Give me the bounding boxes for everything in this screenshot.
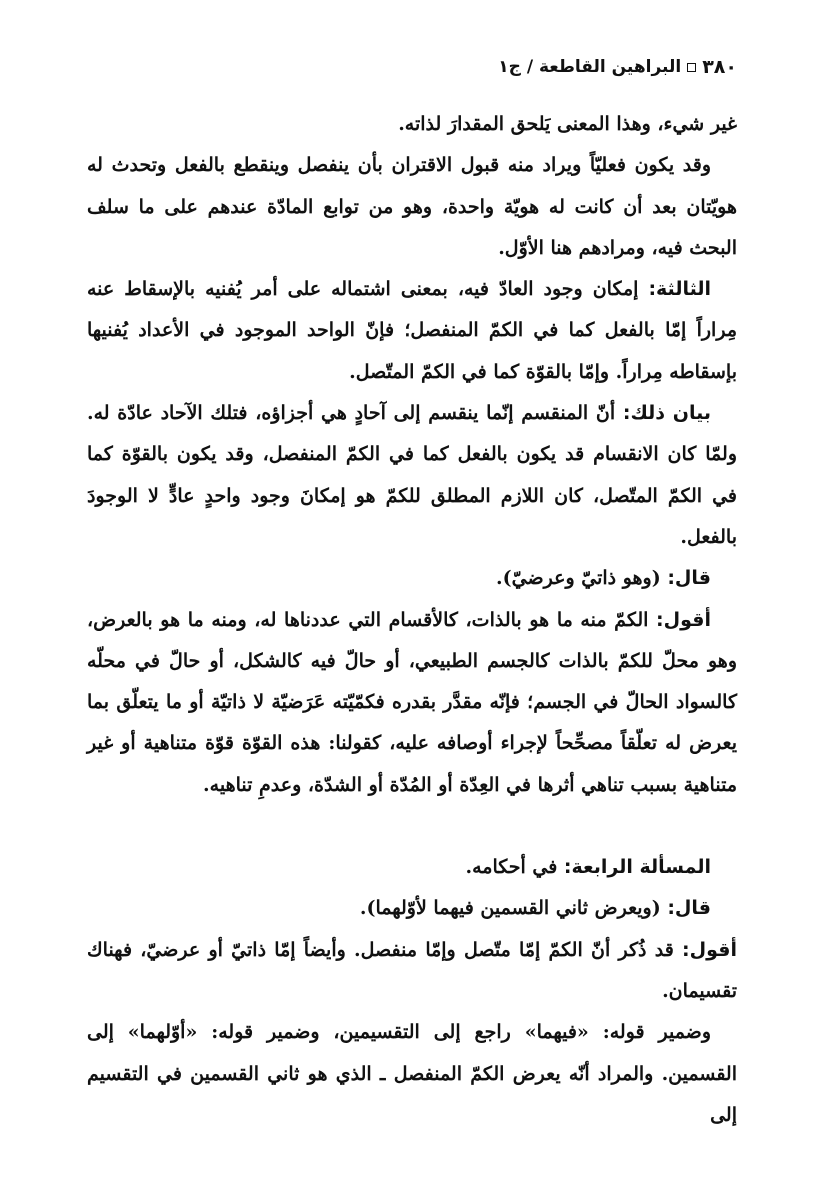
paragraph-text: (ويعرض ثاني القسمين فيهما لأوّلهما). <box>359 897 668 920</box>
paragraph-text: وقد يكون فعليّاً ويراد منه قبول الاقتران بأن ينفصل وينقطع بالفعل وتحدث له هويّتان بعد أن كانت له هويّة واحدة، وهو من توابع المادّة عندهم على ما سلف البحث فيه، ومرادهم هنا الأوّل. <box>87 154 737 259</box>
paragraph <box>87 104 737 145</box>
section-heading-lead: المسألة الرابعة: <box>563 856 711 879</box>
paragraph-text: إمكان وجود العادّ فيه، بمعنى اشتماله على أمر يُفنيه بالإسقاط عنه مِراراً إمّا بالفعل كما في الكمّ المنفصل؛ فإنّ الواحد الموجود في الأعداد يُفنيها بإسقاطه مِراراً. وإمّا بالقوّة كما في الكمّ المتّصل. <box>87 278 737 383</box>
paragraph <box>87 145 737 269</box>
section-heading <box>87 847 737 888</box>
paragraph-text: وضمير قوله: «فيهما» راجع إلى التقسيمين، وضمير قوله: «أوّلهما» إلى القسمين. والمراد أنّه يعرض الكمّ المنفصل ـ الذي هو ثاني القسمين في التقسيم إلى <box>87 1021 737 1126</box>
paragraph-text: الكمّ منه ما هو بالذات، كالأقسام التي عددناها له، ومنه ما هو بالعرض، وهو محلّ للكمّ بالذات كالجسم الطبيعي، أو حالّ فيه كالشكل، أو حالّ في محلّه كالسواد الحالّ في الجسم؛ فإنّه مقدَّر بقدره فكمّيّته عَرَضيّة لا ذاتيّة أو ما يتعلّق بما يعرض له تعلّقاً مصحِّحاً لإجراء أوصافه عليه، كقولنا: هذه القوّة قوّة متناهية أو غير متناهية بسبب تناهي أثرها في العِدّة أو المُدّة أو الشدّة، وعدمِ تناهيه. <box>87 608 737 796</box>
paragraph <box>87 930 737 1013</box>
paragraph <box>87 269 737 393</box>
paragraph <box>87 888 737 929</box>
paragraph <box>87 1012 737 1136</box>
paragraph <box>87 558 737 599</box>
paragraph-text: (وهو ذاتيّ وعرضيّ). <box>496 567 668 590</box>
paragraph-lead: قال: <box>667 567 711 590</box>
page-header <box>498 56 737 78</box>
paragraph-lead: قال: <box>667 897 711 920</box>
paragraph-lead: أقول: <box>682 938 737 961</box>
paragraph-text: قد ذُكر أنّ الكمّ إمّا متّصل وإمّا منفصل. وأيضاً إمّا ذاتيّ أو عرضيّ، فهناك تقسيمان. <box>87 938 737 1002</box>
paragraph-text: غير شيء، وهذا المعنى يَلحق المقدارَ لذاته. <box>398 113 737 135</box>
paragraph-text: أنّ المنقسم إنّما ينقسم إلى آحادٍ هي أجزاؤه، فتلك الآحاد عادّة له. ولمّا كان الانقسام قد يكون بالفعل كما في الكمّ المنفصل، وقد يكون بالقوّة كما في الكمّ المتّصل، كان اللازم المطلق للكمّ هو إمكانَ وجود واحدٍ عادٍّ لا الوجودَ بالفعل. <box>87 402 737 548</box>
page-number: ٣٨٠ <box>702 56 737 78</box>
paragraph-lead: بيان ذلك: <box>622 402 711 425</box>
page-body <box>87 104 737 1136</box>
paragraph <box>87 600 737 806</box>
book-title: البراهين القاطعة / ج١ <box>498 57 682 77</box>
section-heading-text: في أحكامه. <box>465 856 564 879</box>
section-gap <box>87 806 737 847</box>
separator-square-icon <box>687 63 696 72</box>
paragraph-lead: الثالثة: <box>648 278 711 301</box>
paragraph-lead: أقول: <box>656 608 711 631</box>
paragraph <box>87 393 737 558</box>
